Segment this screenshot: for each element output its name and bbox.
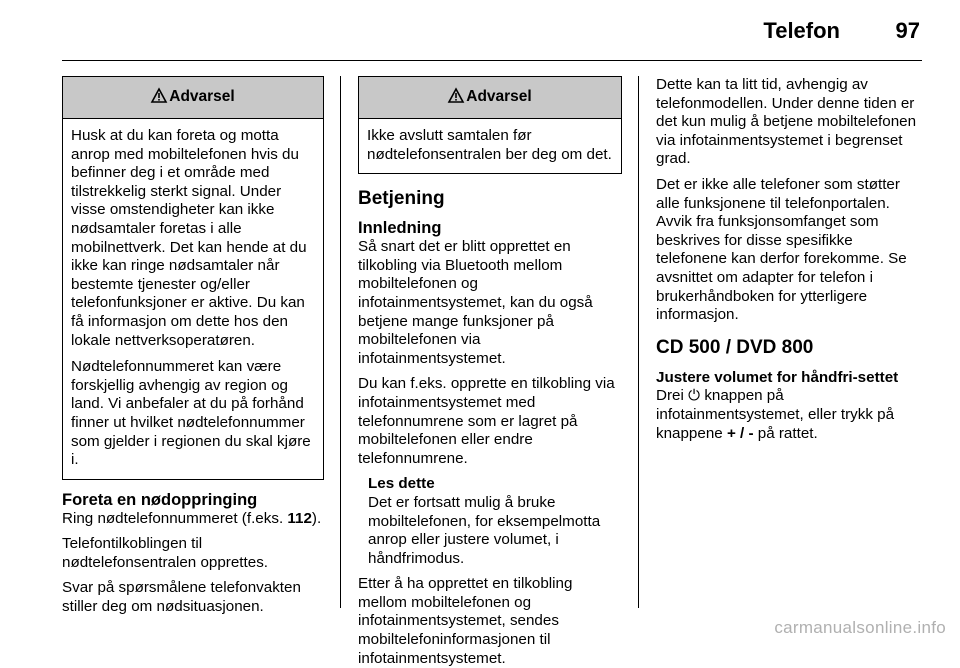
warning-title: Advarsel bbox=[466, 88, 532, 106]
emergency-number: 112 bbox=[287, 509, 312, 527]
power-knob-icon: ⏻ bbox=[688, 387, 701, 405]
warning-paragraph: Nødtelefonnummeret kan være forskjellig avhengig av region og land. Vi anbefaler at du på forhånd finner ut hvilket nødtelefonnummer som gjelder i regionen du skal kjøre i. bbox=[71, 358, 311, 469]
warning-triangle-icon bbox=[151, 88, 167, 108]
note-text: Det er fortsatt mulig å bruke mobiltelefonen, for eksempelmotta anrop eller justere volumet, i håndfrimodus. bbox=[368, 493, 601, 567]
column-1 bbox=[62, 76, 324, 617]
column-divider-1 bbox=[340, 76, 341, 608]
watermark: carmanualsonline.info bbox=[774, 618, 946, 637]
paragraph: Drei ⏻ knappen på infotainmentsystemet, eller trykk på knappene + / - på rattet. bbox=[656, 387, 895, 442]
warning-body bbox=[359, 119, 621, 173]
warning-title: Advarsel bbox=[169, 88, 235, 106]
subsection-heading: Justere volumet for håndfri-settet bbox=[656, 368, 899, 386]
warning-triangle-icon bbox=[448, 88, 464, 108]
paragraph: Så snart det er blitt opprettet en tilkobling via Bluetooth mellom mobiltelefonen og infotainmentsystemet, kan du også betjene mange funksjoner på mobiltelefonen via infotainmentsystemet. bbox=[358, 238, 593, 367]
paragraph: Telefontilkoblingen til nødtelefonsentralen opprettes. bbox=[62, 535, 269, 571]
paragraph: Dette kan ta litt tid, avhengig av telefonmodellen. Under denne tiden er det kun mulig å betjene mobiltelefonen via infotainmentsystemet i begrenset grad. bbox=[656, 76, 917, 168]
warning-header bbox=[63, 77, 323, 119]
column-3 bbox=[656, 76, 922, 443]
section-heading: Foreta en nødoppringing bbox=[62, 490, 258, 509]
page-number: 97 bbox=[895, 18, 920, 43]
warning-body bbox=[63, 119, 323, 479]
warning-paragraph: Husk at du kan foreta og motta anrop med mobiltelefonen hvis du befinner deg i et område med tilstrekkelig sterkt signal. Under visse omstendigheter kan ikke nødsamtaler foretas i alle mobilnettverk. Det kan hende at du ikke kan ringe nødsamtaler når bestemte tjenester og/eller telefonfunksjoner er aktive. Du kan få informasjon om dette hos den lokale nettverksoperatøren. bbox=[71, 127, 307, 349]
warning-paragraph: Ikke avslutt samtalen før nødtelefonsentralen ber deg om det. bbox=[367, 127, 612, 163]
page-header bbox=[0, 18, 960, 48]
note-title: Les dette bbox=[368, 475, 435, 493]
paragraph: Ring nødtelefonnummeret (f.eks. 112). bbox=[62, 509, 322, 527]
warning-header bbox=[359, 77, 621, 119]
page-title: Telefon bbox=[763, 18, 840, 43]
section-heading: CD 500 / DVD 800 bbox=[656, 336, 814, 358]
warning-box bbox=[62, 76, 324, 480]
column-2 bbox=[358, 76, 622, 668]
header-rule bbox=[62, 60, 922, 61]
paragraph: Etter å ha opprettet en tilkobling mellom mobiltelefonen og infotainmentsystemet, sendes mobiltelefoninformasjonen til infotainmentsystemet. bbox=[358, 575, 573, 667]
section-heading: Betjening bbox=[358, 188, 445, 210]
volume-buttons-label: + / - bbox=[726, 424, 754, 442]
warning-box bbox=[358, 76, 622, 174]
note-block bbox=[358, 475, 622, 568]
paragraph: Svar på spørsmålene telefonvakten stiller deg om nødsituasjonen. bbox=[62, 579, 301, 616]
paragraph: Det er ikke alle telefoner som støtter alle funksjonene til telefonportalen. Avvik fra funksjonsomfanget som beskrives for disse spesifikke telefonene kan derfor forekomme. Se avsnittet om adapter for telefon i brukerhåndboken for ytterligere informasjon. bbox=[656, 175, 907, 324]
subsection-heading: Innledning bbox=[358, 219, 442, 238]
column-divider-2 bbox=[638, 76, 639, 608]
paragraph: Du kan f.eks. opprette en tilkobling via infotainmentsystemet med telefonnumrene som er lagret på mobiltelefonen eller endre telefonnumrene. bbox=[358, 375, 615, 467]
